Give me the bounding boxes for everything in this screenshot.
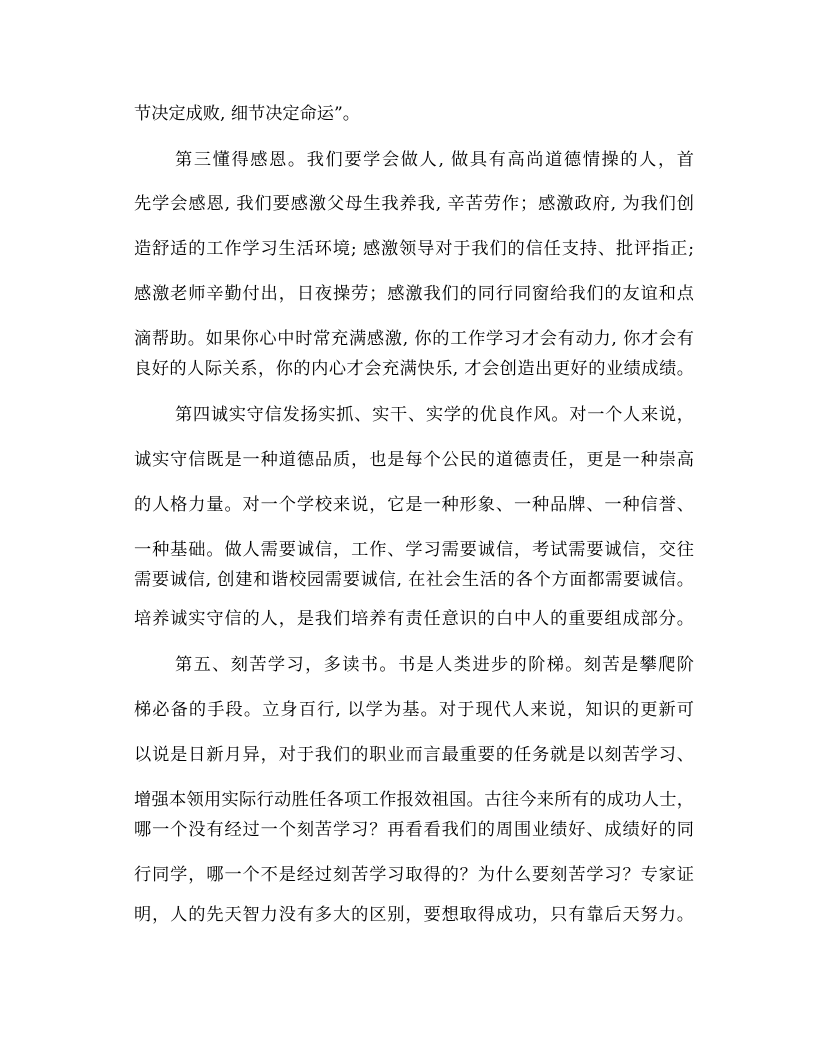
text-line: 一种基础。做人需要诚信，工作、学习需要诚信，考试需要诚信，交往 <box>134 540 694 560</box>
text-line: 诚实守信既是一种道德品质，也是每个公民的道德责任，更是一种崇高 <box>134 450 694 470</box>
text-line: 行同学，哪一个不是经过刻苦学习取得的？为什么要刻苦学习？专家证 <box>134 865 694 885</box>
text-line: 以说是日新月异，对于我们的职业而言最重要的任务就是以刻苦学习、 <box>134 745 694 765</box>
text-line: 需要诚信, 创建和谐校园需要诚信, 在社会生活的各个方面都需要诚信。 <box>134 570 694 590</box>
text-line: 感激老师辛勤付出，日夜操劳；感激我们的同行同窗给我们的友谊和点 <box>134 284 694 304</box>
text-line: 哪一个没有经过一个刻苦学习？再看看我们的周围业绩好、成绩好的同 <box>134 820 694 840</box>
text-line: 第三懂得感恩。我们要学会做人, 做具有高尚道德情操的人，首 <box>175 150 694 170</box>
text-line: 先学会感恩, 我们要感激父母生我养我, 辛苦劳作；感激政府, 为我们创 <box>134 194 694 214</box>
text-line: 的人格力量。对一个学校来说，它是一种形象、一种品牌、一种信誉、 <box>134 495 694 515</box>
text-line: 滴帮助。如果你心中时常充满感激, 你的工作学习才会有动力, 你才会有 <box>134 329 694 349</box>
text-line: 第五、刻苦学习，多读书。书是人类进步的阶梯。刻苦是攀爬阶 <box>175 655 694 675</box>
text-line: 节决定成败, 细节决定命运”。 <box>134 104 360 124</box>
text-line: 培养诚实守信的人，是我们培养有责任意识的白中人的重要组成部分。 <box>134 609 694 629</box>
text-line: 明，人的先天智力没有多大的区别，要想取得成功，只有靠后天努力。 <box>134 905 694 925</box>
text-line: 梯必备的手段。立身百行, 以学为基。对于现代人来说，知识的更新可 <box>134 700 694 720</box>
text-line: 增强本领用实际行动胜任各项工作报效祖国。古往今来所有的成功人士， <box>134 790 694 810</box>
text-line: 造舒适的工作学习生活环境; 感激领导对于我们的信任支持、批评指正; <box>134 239 694 259</box>
text-line: 良好的人际关系，你的内心才会充满快乐, 才会创造出更好的业绩成绩。 <box>134 359 694 379</box>
text-line: 第四诚实守信发扬实抓、实干、实学的优良作风。对一个人来说， <box>175 405 694 425</box>
